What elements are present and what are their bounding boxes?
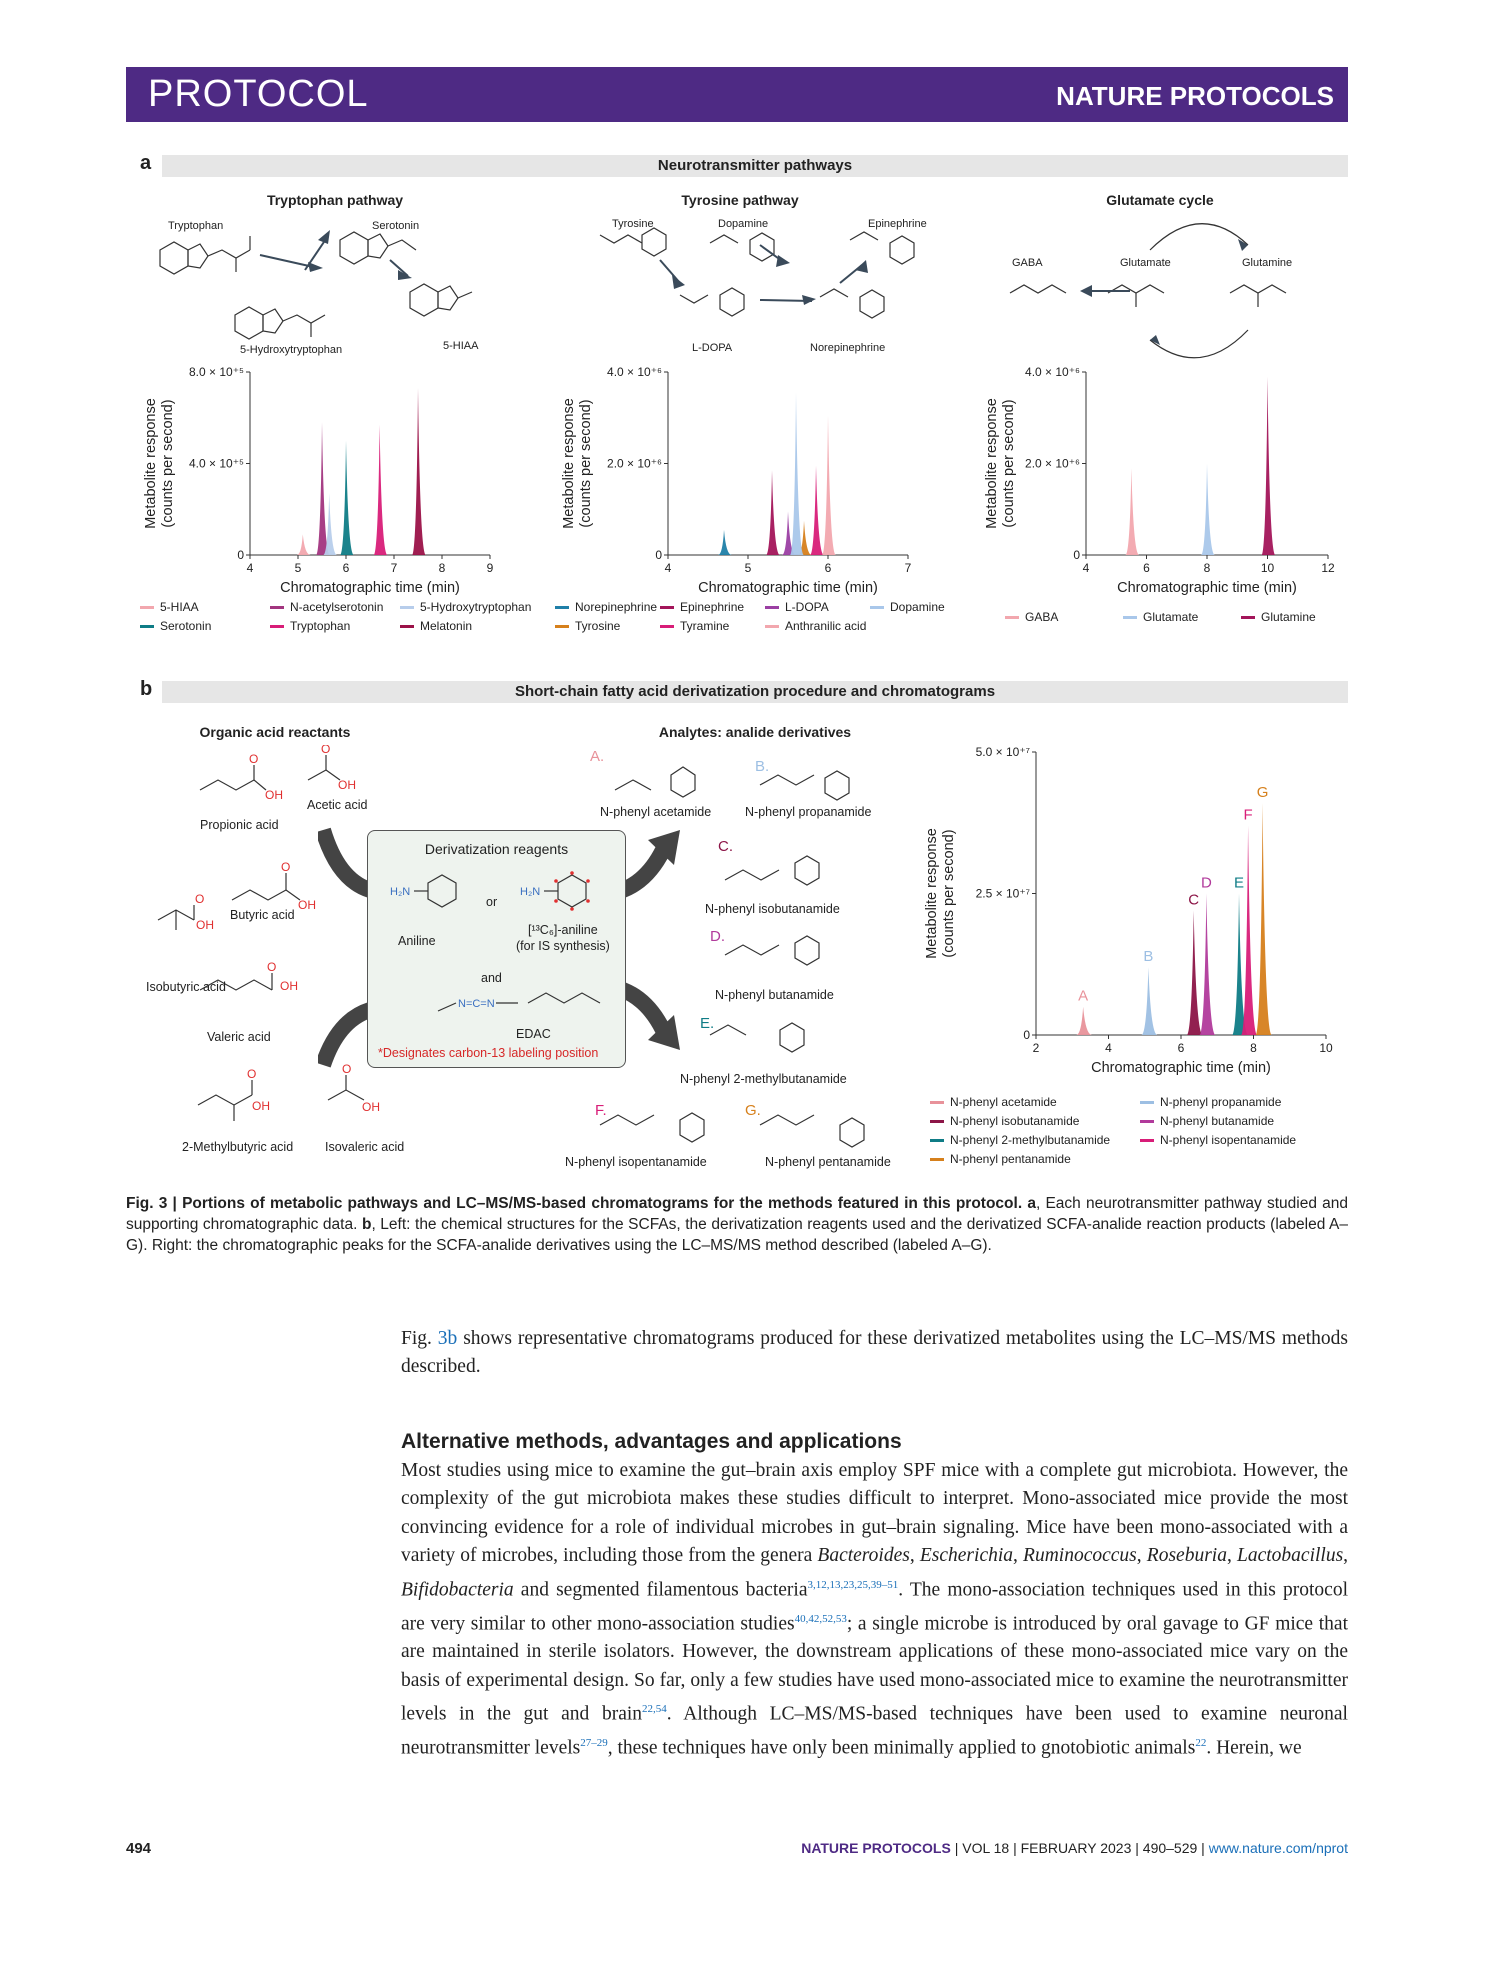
compound-glutamine: Glutamine [1242,257,1293,269]
peak-n-phenyl-isobutanamide [1187,910,1203,1035]
reagent-or: or [486,895,498,909]
peak-5-hiaa [297,534,311,555]
panel-b-letter: b [140,678,153,700]
analyte-letter: A. [590,748,605,765]
legend-item [930,1095,1057,1109]
scfa-chromatogram [916,740,1346,1085]
svg-text:OH: OH [298,898,316,912]
svg-text:O: O [247,1067,257,1081]
legend-label: N-phenyl 2-methylbutanamide [950,1133,1111,1147]
legend-label: Anthranilic acid [785,619,867,633]
body-paragraph-1 [401,1325,1348,1382]
legend-label: Dopamine [890,600,945,614]
svg-text:OH: OH [338,778,356,792]
svg-text:OH: OH [265,788,283,802]
legend-label: Norepinephrine [575,600,658,614]
peak-label: E [1233,874,1245,892]
reactant-propionic: Propionic acid [200,818,279,832]
compound-glutamate: Glutamate [1120,257,1171,269]
legend-item [660,619,729,633]
reagent-labeled-note: (for IS synthesis) [516,939,610,953]
ref-3[interactable]: 22,54 [642,1703,667,1716]
reagent-note: *Designates carbon-13 labeling position [378,1046,599,1060]
peak-label: D [1200,874,1212,892]
tryptophan-structures [140,210,480,360]
legend-swatch [270,606,284,609]
legend-swatch [400,606,414,609]
analyte-letter: B. [755,758,770,775]
p2g: . Herein, we [1206,1737,1302,1759]
legend-item [400,600,531,614]
genus-5: Lactobacillus [1237,1545,1344,1567]
legend-label: N-phenyl isopentanamide [1160,1133,1297,1147]
x-axis-label: Chromatographic time (min) [1091,1060,1271,1076]
peak-n-phenyl-isopentanamide [1241,826,1257,1035]
ref-2[interactable]: 40,42,52,53 [794,1612,847,1625]
para1-pre: Fig. [401,1328,438,1349]
x-tick-label: 9 [486,561,494,575]
reactants-title: Organic acid reactants [199,724,351,740]
compound-tyrosine: Tyrosine [612,218,654,230]
legend-swatch [930,1158,944,1161]
analyte-letter: G. [745,1102,761,1119]
peak-glutamine [1262,377,1276,555]
reagent-edac: EDAC [516,1027,551,1041]
genus-2: Escherichia [919,1545,1014,1567]
reactant-isovaleric: Isovaleric acid [325,1140,405,1154]
x-tick-label: 8 [1203,561,1211,575]
reactant-butyric: Butyric acid [230,908,295,922]
tyrosine-chromatogram [548,360,928,605]
legend-swatch [660,625,674,628]
peak-anthranilic-acid [822,415,836,555]
legend-label: 5-Hydroxytryptophan [420,600,532,614]
footer-url[interactable]: www.nature.com/nprot [1208,1840,1348,1856]
section-title: PROTOCOL [148,73,369,115]
legend-swatch [930,1120,944,1123]
x-tick-label: 4 [1082,561,1090,575]
analyte-name: N-phenyl butanamide [715,988,834,1002]
x-tick-label: 8 [1250,1041,1257,1055]
ref-4[interactable]: 27–29 [580,1737,608,1750]
reagent-structures [378,863,618,1043]
peak-n-phenyl-butanamide [1199,894,1215,1036]
legend-label: Glutamate [1143,610,1199,624]
analyte-letter: F. [595,1102,607,1119]
footer-journal: NATURE PROTOCOLS [801,1840,951,1856]
peak-label: C [1188,891,1200,909]
section-heading: Alternative methods, advantages and applications [401,1430,902,1453]
ref-1[interactable]: 3,12,13,23,25,39–51 [807,1578,899,1591]
legend-item [1005,610,1058,624]
footer-info [801,1840,1348,1856]
x-axis-label: Chromatographic time (min) [1117,580,1297,596]
legend-item [930,1133,1110,1147]
legend-label: Tyramine [680,619,730,633]
peak-label: G [1256,783,1269,801]
p2c: . The mono-association techniques used in this protocol are very similar to other mono-association studies [401,1579,1348,1635]
tyrosine-legend [555,600,975,640]
analyte-letter: C. [718,838,733,855]
analyte-name: N-phenyl propanamide [745,805,872,819]
legend-item [930,1114,1079,1128]
x-tick-label: 12 [1321,561,1335,575]
peak-n-phenyl-pentanamide [1256,803,1272,1035]
legend-item [400,619,472,633]
legend-label: GABA [1025,610,1059,624]
legend-item [1140,1133,1296,1147]
legend-swatch [1140,1139,1154,1142]
y-axis-label: Metabolite response(counts per second) [924,828,957,959]
svg-text:H₂N: H₂N [390,886,411,898]
analyte-name: N-phenyl acetamide [600,805,712,819]
legend-swatch [1241,616,1255,619]
legend-swatch [555,625,569,628]
x-tick-label: 7 [390,561,398,575]
peak-gaba [1125,468,1139,555]
tyrosine-title: Tyrosine pathway [681,192,799,208]
glutamate-legend [1005,610,1345,630]
peak-n-phenyl-acetamide [1076,1007,1092,1035]
peak-n-phenyl-propanamide [1141,967,1157,1035]
legend-swatch [765,606,779,609]
legend-item [1140,1114,1274,1128]
reagent-aniline: Aniline [398,934,436,948]
y-tick-label: 4.0 × 10⁺⁵ [188,456,244,471]
y-tick-label: 2.0 × 10⁺⁶ [607,456,662,471]
legend-item [270,619,350,633]
legend-swatch [140,606,154,609]
legend-swatch [870,606,884,609]
legend-label: Melatonin [420,619,473,633]
legend-swatch [270,625,284,628]
glutamate-title: Glutamate cycle [1106,192,1214,208]
legend-swatch [1005,616,1019,619]
compound-5htp: 5-Hydroxytryptophan [240,344,343,356]
legend-item [555,619,620,633]
panel-a-banner: Neurotransmitter pathways [162,155,1348,177]
reagent-and: and [481,971,502,985]
x-tick-label: 6 [824,561,832,575]
legend-label: N-phenyl acetamide [950,1095,1057,1109]
compound-tryptophan: Tryptophan [168,220,224,232]
svg-text:O: O [281,860,291,874]
para1-post: shows representative chromatograms produced for these derivatized metabolites using the LC–MS/MS methods described. [401,1328,1348,1378]
genus-4: Roseburia [1146,1545,1227,1567]
footer-details: | VOL 18 | FEBRUARY 2023 | 490–529 | [950,1840,1209,1856]
legend-item [765,619,866,633]
journal-header [126,67,1348,122]
legend-label: Serotonin [160,619,212,633]
x-tick-label: 7 [904,561,912,575]
legend-label: N-phenyl butanamide [1160,1114,1275,1128]
svg-text:O: O [267,960,277,974]
figure-caption [126,1193,1348,1256]
genus-3: Ruminococcus [1023,1545,1137,1567]
scfa-legend [930,1095,1350,1175]
legend-item [555,600,657,614]
peak-melatonin [412,388,426,555]
y-tick-label: 2.5 × 10⁺⁷ [975,886,1030,901]
analyte-letter: D. [710,928,725,945]
body-paragraph-2: Most studies using mice to examine the gut–brain axis employ SPF mice with a complete gut microbiota. However, the complexity of the gut microbiota makes these studies difficult to interpret. Mono-associated mice provide the most convincing evidence for a role of individual microbes in gut–brain signaling. Mice have been mono-associated with a variety of microbes, including those from the genera Bacteroides, Escherichia, Ruminococcus, Roseburia, Lactobacillus, Bifidobacteria and segmented filamentous bacteria$^{3,12,13,23,25,39-51}$. The mono-association techniques used in this protocol are very similar to other mono-association studies$^{40,42,52,53}$; a single microbe is introduced by oral gavage to GF mice that are maintained in sterile isolators. However, the downstream applications of these mono-associated mice vary on the basis of experimental design. So far, only a few studies have used mono-associated mice to examine the neurotransmitter levels in the gut and brain$^{22,54}$. Although LC–MS/MS-based techniques have been used to examine neuronal neurotransmitter levels$^{27-29}$, these techniques have only been minimally applied to gnotobiotic animals$^{22}$. Herein, we [401,1460,1349,1759]
ref-5[interactable]: 22 [1195,1737,1207,1750]
legend-label: N-phenyl pentanamide [950,1152,1071,1166]
p2d: ; a single microbe is introduced by oral gavage to GF mice that are maintained in sterile isolators. However, the downstream applications of these mono-associated mice vary on the basis of experimental design. So far, only a few studies have used mono-associated mice to examine the neurotransmitter levels in the gut and brain [401,1613,1348,1725]
tyrosine-structures [590,215,950,340]
caption-b: b [361,1216,372,1233]
svg-text:N=C=N: N=C=N [458,998,495,1010]
y-tick-label: 0 [1073,548,1080,562]
y-tick-label: 0 [237,548,244,562]
legend-item [140,600,199,614]
compound-serotonin: Serotonin [372,220,420,232]
legend-item [270,600,383,614]
y-tick-label: 0 [1023,1028,1030,1042]
legend-label: 5-HIAA [160,600,199,614]
tryptophan-title: Tryptophan pathway [266,192,404,208]
legend-swatch [765,625,779,628]
legend-swatch [400,625,414,628]
legend-label: Glutamine [1261,610,1316,624]
analyte-name: N-phenyl 2-methylbutanamide [680,1072,847,1086]
peak-epinephrine [766,470,780,555]
journal-title: NATURE PROTOCOLS [1056,81,1334,111]
tryptophan-chromatogram [130,360,510,605]
svg-text:O: O [342,1062,352,1076]
peak-label: F [1243,806,1253,824]
y-tick-label: 0 [655,548,662,562]
legend-label: N-phenyl isobutanamide [950,1114,1080,1128]
glutamate-chromatogram [976,360,1348,605]
y-axis-label: Metabolite response(counts per second) [561,398,594,529]
y-tick-label: 2.0 × 10⁺⁶ [1025,456,1080,471]
peak-glutamate [1201,464,1215,556]
reactant-isobutyric: Isobutyric acid [146,980,226,994]
page-number: 494 [126,1840,152,1857]
y-tick-label: 5.0 × 10⁺⁷ [975,745,1030,759]
legend-label: N-acetylserotonin [290,600,384,614]
svg-text:O: O [195,892,205,906]
legend-swatch [930,1101,944,1104]
svg-text:O: O [321,745,331,756]
caption-text-a: , Each neurotransmitter pathway studied and supporting chromatographic data. [126,1195,1349,1233]
svg-text:OH: OH [196,918,214,932]
x-tick-label: 2 [1032,1041,1040,1055]
x-tick-label: 6 [1177,1041,1185,1055]
svg-text:OH: OH [252,1099,270,1113]
x-tick-label: 8 [438,561,446,575]
analyte-name: N-phenyl isopentanamide [565,1155,707,1169]
reactant-valeric: Valeric acid [207,1030,271,1044]
analyte-letter: E. [700,1015,715,1032]
x-tick-label: 6 [1143,561,1150,575]
p2f: , these techniques have only been minimally applied to gnotobiotic animals [607,1737,1196,1759]
legend-item [1140,1095,1281,1109]
legend-swatch [1123,616,1137,619]
legend-item [765,600,829,614]
fig-link[interactable]: 3b [437,1328,458,1349]
y-axis-label: Metabolite response(counts per second) [143,398,176,529]
compound-gaba: GABA [1012,257,1043,269]
legend-item [1123,610,1198,624]
peak-serotonin [340,441,354,555]
reagents-title: Derivatization reagents [424,841,569,857]
legend-label: N-phenyl propanamide [1160,1095,1282,1109]
legend-swatch [1140,1101,1154,1104]
caption-a: a [1027,1195,1036,1212]
x-tick-label: 5 [294,561,302,575]
panel-b-banner: Short-chain fatty acid derivatization procedure and chromatograms [162,681,1348,703]
y-axis-label: Metabolite response(counts per second) [984,398,1017,529]
panel-a-letter: a [140,152,152,174]
legend-item [1241,610,1316,624]
legend-swatch [1140,1120,1154,1123]
peak-tryptophan [374,425,388,555]
p2e: . Although LC–MS/MS-based techniques have been used to examine neuronal neurotransmitter levels [401,1703,1348,1759]
analytes-title: Analytes: analide derivatives [658,724,852,740]
peak-norepinephrine [718,530,732,555]
x-tick-label: 10 [1319,1041,1333,1055]
x-tick-label: 10 [1260,561,1275,575]
analyte-name: N-phenyl isobutanamide [705,902,840,916]
analyte-name: N-phenyl pentanamide [765,1155,891,1169]
reactant-acetic: Acetic acid [307,798,368,812]
svg-text:O: O [249,752,259,766]
genus-1: Bacteroides [817,1545,910,1567]
svg-text:OH: OH [362,1100,380,1114]
x-tick-label: 6 [342,561,350,575]
legend-swatch [660,606,674,609]
caption-text-b: , Left: the chemical structures for the SCFAs, the derivatization reagents used and the derivatized SCFA-analide reaction products (labeled A–G). Right: the chromatographic peaks for the SCFA-analide derivatives using the LC–MS/MS method described (labeled A–G). [126,1216,1348,1254]
genus-6: Bifidobacteria [401,1579,514,1601]
x-tick-label: 4 [664,561,672,575]
legend-swatch [930,1139,944,1142]
legend-item [870,600,945,614]
x-axis-label: Chromatographic time (min) [280,580,460,596]
svg-text:OH: OH [280,979,298,993]
legend-label: L-DOPA [785,600,829,614]
compound-dopamine: Dopamine [718,218,769,230]
svg-text:H₂N: H₂N [520,886,541,898]
y-tick-label: 8.0 × 10⁺⁵ [188,365,244,379]
x-axis-label: Chromatographic time (min) [698,580,878,596]
legend-label: Epinephrine [680,600,745,614]
compound-epinephrine: Epinephrine [868,218,927,230]
x-tick-label: 5 [744,561,752,575]
p2b: and segmented filamentous bacteria [513,1579,808,1601]
peak-tyramine [810,466,824,555]
x-tick-label: 4 [246,561,254,575]
legend-label: Tyrosine [575,619,621,633]
p2a: Most studies using mice to examine the gut–brain axis employ SPF mice with a complete gut microbiota. However, the complexity of the gut microbiota makes these studies difficult to interpret. Mono-associated mice provide the most convincing evidence for a role of individual microbes in gut–brain signaling. Mice have been mono-associated with a variety of microbes, including those from the genera [401,1460,1348,1567]
compound-5hiaa: 5-HIAA [443,340,479,352]
legend-swatch [555,606,569,609]
peak-dopamine [790,393,804,555]
legend-item [660,600,744,614]
caption-label: Fig. 3 | Portions of metabolic pathways and LC–MS/MS-based chromatograms for the methods featured in this protocol. [126,1195,1023,1212]
y-tick-label: 4.0 × 10⁺⁶ [607,365,662,379]
legend-label: Tryptophan [290,619,351,633]
peak-label: B [1143,948,1154,966]
reactant-2-methylbutyric: 2-Methylbutyric acid [182,1140,294,1154]
reagent-labeled-aniline: [¹³C₆]-aniline [528,923,598,937]
peak-label: A [1078,987,1089,1005]
tryptophan-legend [140,600,540,640]
legend-swatch [140,625,154,628]
compound-ldopa: L-DOPA [692,342,733,354]
glutamate-structures [990,205,1330,365]
y-tick-label: 4.0 × 10⁺⁶ [1025,365,1080,379]
legend-item [140,619,211,633]
x-tick-label: 4 [1105,1041,1112,1055]
compound-norepinephrine: Norepinephrine [810,342,886,354]
legend-item [930,1152,1071,1166]
